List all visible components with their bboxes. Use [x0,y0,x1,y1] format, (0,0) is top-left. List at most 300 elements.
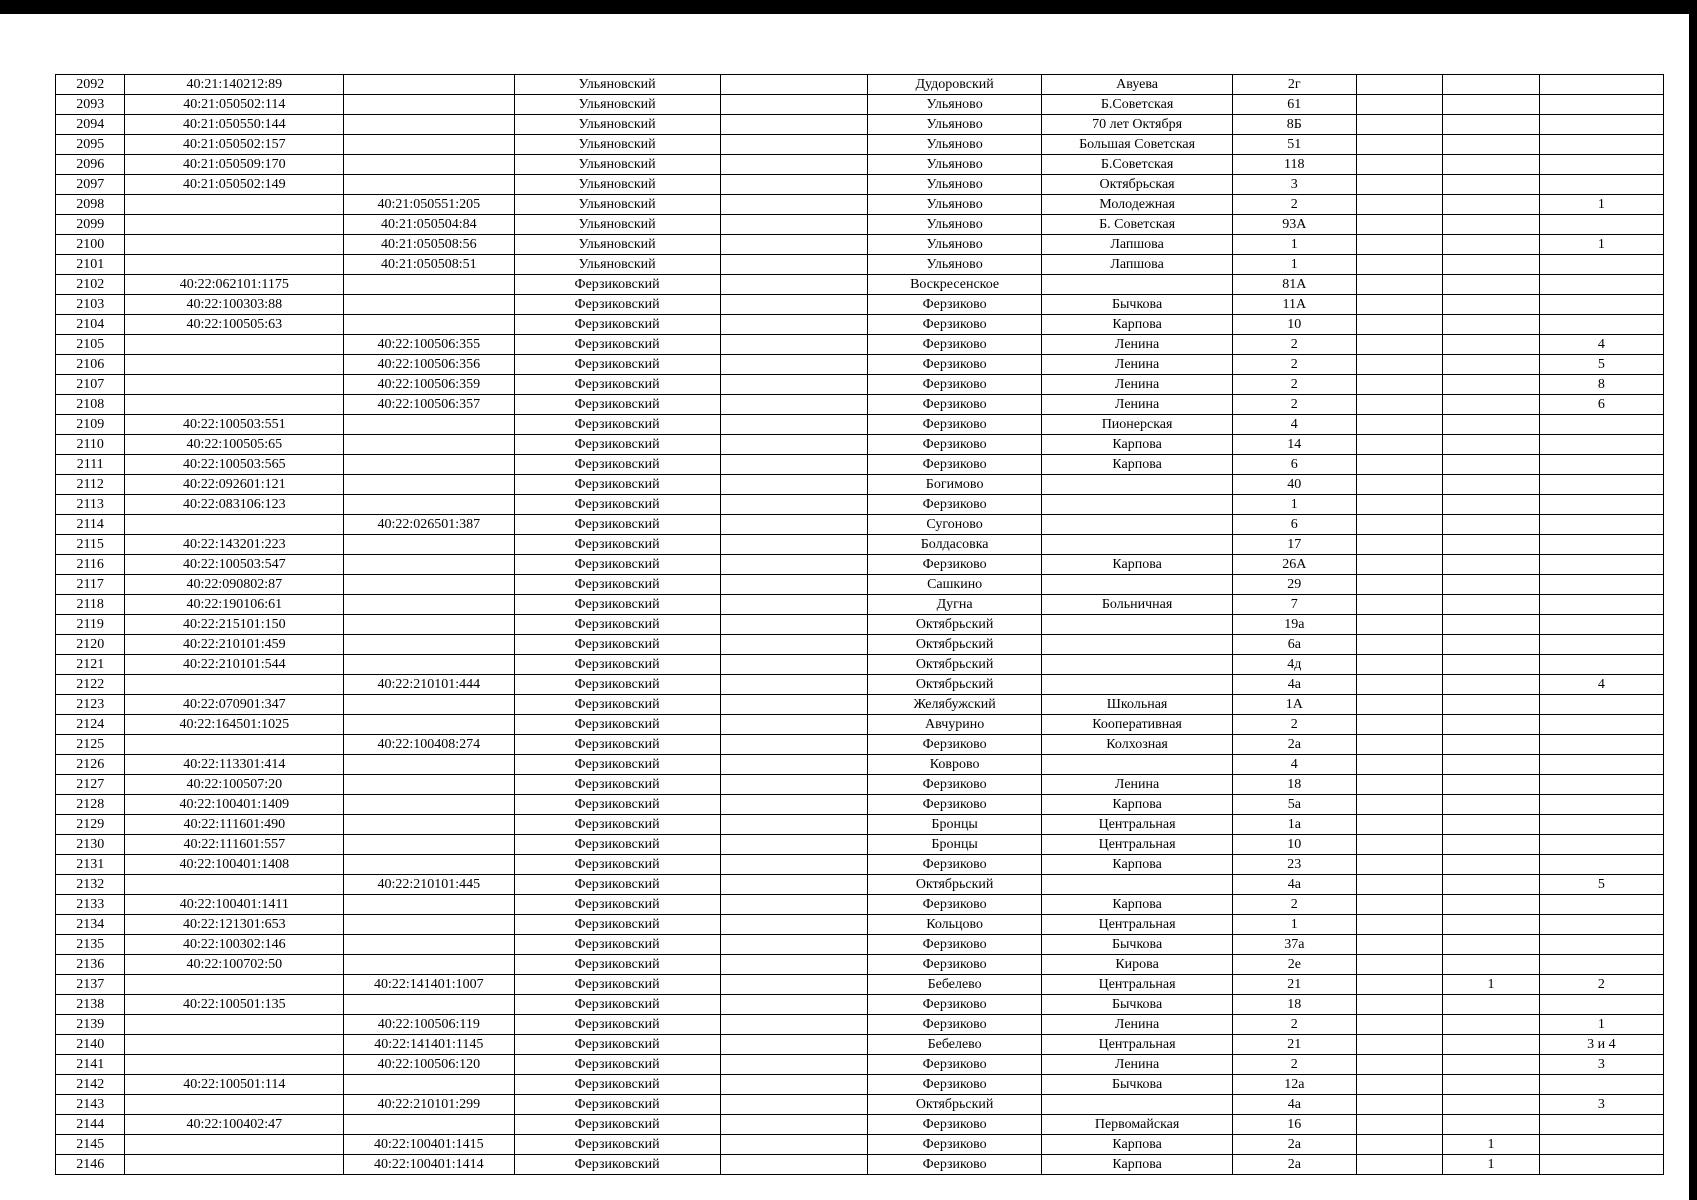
cadastral-number-alt-cell: 40:22:100506:355 [344,335,514,355]
extra-cell-2 [1443,175,1540,195]
empty-cell [720,635,867,655]
district-cell: Ферзиковский [514,655,720,675]
cadastral-number-cell: 40:22:100503:565 [125,455,344,475]
extra-cell-1 [1356,595,1442,615]
row-number-cell: 2121 [56,655,125,675]
extra-cell-1 [1356,875,1442,895]
house-cell: 1 [1232,915,1356,935]
district-cell: Ферзиковский [514,795,720,815]
table-row [56,615,1664,635]
settlement-cell: Ферзиково [867,1135,1042,1155]
row-number-cell: 2114 [56,515,125,535]
apartment-cell [1539,155,1663,175]
empty-cell [720,955,867,975]
empty-cell [720,815,867,835]
table-row [56,735,1664,755]
apartment-cell [1539,495,1663,515]
cadastral-number-cell: 40:22:190106:61 [125,595,344,615]
street-cell [1042,515,1232,535]
apartment-cell [1539,635,1663,655]
extra-cell-2 [1443,1095,1540,1115]
cadastral-number-alt-cell [344,895,514,915]
street-cell: Ленина [1042,395,1232,415]
apartment-cell [1539,295,1663,315]
cadastral-number-alt-cell [344,775,514,795]
street-cell: Центральная [1042,815,1232,835]
extra-cell-1 [1356,1135,1442,1155]
district-cell: Ферзиковский [514,1035,720,1055]
district-cell: Ульяновский [514,135,720,155]
row-number-cell: 2105 [56,335,125,355]
cadastral-number-cell: 40:21:050509:170 [125,155,344,175]
table-row [56,595,1664,615]
cadastral-number-alt-cell: 40:22:100506:359 [344,375,514,395]
empty-cell [720,415,867,435]
apartment-cell [1539,595,1663,615]
apartment-cell [1539,575,1663,595]
table-row [56,75,1664,95]
table-row [56,975,1664,995]
house-cell: 23 [1232,855,1356,875]
empty-cell [720,195,867,215]
row-number-cell: 2145 [56,1135,125,1155]
extra-cell-1 [1356,95,1442,115]
extra-cell-2 [1443,775,1540,795]
cadastral-number-alt-cell [344,835,514,855]
house-cell: 4а [1232,675,1356,695]
row-number-cell: 2098 [56,195,125,215]
cadastral-number-alt-cell: 40:21:050551:205 [344,195,514,215]
district-cell: Ульяновский [514,155,720,175]
empty-cell [720,795,867,815]
extra-cell-2 [1443,355,1540,375]
extra-cell-1 [1356,115,1442,135]
apartment-cell [1539,555,1663,575]
cadastral-number-cell [125,215,344,235]
district-cell: Ферзиковский [514,315,720,335]
cadastral-number-cell [125,375,344,395]
row-number-cell: 2107 [56,375,125,395]
extra-cell-2 [1443,255,1540,275]
street-cell [1042,575,1232,595]
apartment-cell: 8 [1539,375,1663,395]
extra-cell-2 [1443,295,1540,315]
empty-cell [720,535,867,555]
district-cell: Ферзиковский [514,815,720,835]
extra-cell-1 [1356,695,1442,715]
cadastral-number-alt-cell [344,595,514,615]
extra-cell-2 [1443,375,1540,395]
extra-cell-2: 1 [1443,1155,1540,1175]
row-number-cell: 2137 [56,975,125,995]
extra-cell-2 [1443,1055,1540,1075]
cadastral-number-cell [125,335,344,355]
extra-cell-1 [1356,715,1442,735]
street-cell: Больничная [1042,595,1232,615]
house-cell: 6а [1232,635,1356,655]
extra-cell-1 [1356,755,1442,775]
street-cell: Кооперативная [1042,715,1232,735]
extra-cell-2 [1443,715,1540,735]
row-number-cell: 2122 [56,675,125,695]
empty-cell [720,275,867,295]
cadastral-number-alt-cell [344,795,514,815]
district-cell: Ферзиковский [514,295,720,315]
extra-cell-2 [1443,435,1540,455]
extra-cell-2 [1443,695,1540,715]
empty-cell [720,875,867,895]
cadastral-number-cell: 40:22:121301:653 [125,915,344,935]
row-number-cell: 2138 [56,995,125,1015]
house-cell: 118 [1232,155,1356,175]
extra-cell-2 [1443,655,1540,675]
cadastral-number-alt-cell: 40:22:210101:445 [344,875,514,895]
table-row [56,935,1664,955]
house-cell: 11А [1232,295,1356,315]
apartment-cell [1539,1075,1663,1095]
cadastral-number-cell [125,1095,344,1115]
house-cell: 29 [1232,575,1356,595]
cadastral-number-cell: 40:22:100501:114 [125,1075,344,1095]
street-cell: Ленина [1042,1055,1232,1075]
table-row [56,255,1664,275]
street-cell: Колхозная [1042,735,1232,755]
cadastral-number-alt-cell [344,575,514,595]
extra-cell-2 [1443,675,1540,695]
row-number-cell: 2146 [56,1155,125,1175]
cadastral-number-cell: 40:22:100503:547 [125,555,344,575]
district-cell: Ферзиковский [514,455,720,475]
extra-cell-2 [1443,995,1540,1015]
cadastral-number-alt-cell: 40:22:100506:357 [344,395,514,415]
house-cell: 8Б [1232,115,1356,135]
district-cell: Ферзиковский [514,435,720,455]
settlement-cell: Ферзиково [867,395,1042,415]
cadastral-number-alt-cell [344,115,514,135]
settlement-cell: Ульяново [867,235,1042,255]
cadastral-number-alt-cell [344,655,514,675]
cadastral-number-cell: 40:22:062101:1175 [125,275,344,295]
table-row [56,1115,1664,1135]
settlement-cell: Ферзиково [867,995,1042,1015]
street-cell: Бычкова [1042,295,1232,315]
cadastral-number-alt-cell [344,535,514,555]
table-row [56,1035,1664,1055]
extra-cell-1 [1356,815,1442,835]
extra-cell-1 [1356,255,1442,275]
apartment-cell [1539,715,1663,735]
table-row [56,535,1664,555]
row-number-cell: 2095 [56,135,125,155]
settlement-cell: Ульяново [867,115,1042,135]
row-number-cell: 2129 [56,815,125,835]
extra-cell-1 [1356,475,1442,495]
district-cell: Ферзиковский [514,475,720,495]
extra-cell-1 [1356,895,1442,915]
cadastral-number-alt-cell [344,95,514,115]
house-cell: 2 [1232,375,1356,395]
extra-cell-1 [1356,955,1442,975]
empty-cell [720,515,867,535]
settlement-cell: Ферзиково [867,955,1042,975]
row-number-cell: 2139 [56,1015,125,1035]
row-number-cell: 2108 [56,395,125,415]
cadastral-number-cell: 40:22:143201:223 [125,535,344,555]
district-cell: Ферзиковский [514,575,720,595]
empty-cell [720,975,867,995]
house-cell: 2а [1232,1155,1356,1175]
settlement-cell: Ферзиково [867,495,1042,515]
house-cell: 2 [1232,715,1356,735]
apartment-cell [1539,535,1663,555]
apartment-cell [1539,255,1663,275]
table-row [56,955,1664,975]
house-cell: 6 [1232,455,1356,475]
extra-cell-1 [1356,215,1442,235]
cadastral-number-alt-cell [344,1075,514,1095]
cadastral-number-alt-cell [344,495,514,515]
extra-cell-1 [1356,175,1442,195]
table-row [56,495,1664,515]
settlement-cell: Октябрьский [867,655,1042,675]
cadastral-number-alt-cell [344,275,514,295]
settlement-cell: Ульяново [867,135,1042,155]
apartment-cell [1539,435,1663,455]
cadastral-number-cell [125,395,344,415]
house-cell: 18 [1232,995,1356,1015]
row-number-cell: 2144 [56,1115,125,1135]
cadastral-number-alt-cell [344,295,514,315]
settlement-cell: Октябрьский [867,875,1042,895]
district-cell: Ферзиковский [514,835,720,855]
apartment-cell [1539,835,1663,855]
extra-cell-2 [1443,915,1540,935]
apartment-cell [1539,935,1663,955]
district-cell: Ферзиковский [514,1155,720,1175]
extra-cell-1 [1356,1035,1442,1055]
extra-cell-1 [1356,355,1442,375]
cadastral-number-cell [125,1015,344,1035]
settlement-cell: Ферзиково [867,415,1042,435]
table-row [56,835,1664,855]
extra-cell-2 [1443,795,1540,815]
house-cell: 2а [1232,1135,1356,1155]
apartment-cell [1539,855,1663,875]
street-cell [1042,475,1232,495]
empty-cell [720,235,867,255]
empty-cell [720,855,867,875]
empty-cell [720,915,867,935]
table-row [56,175,1664,195]
cadastral-number-cell: 40:21:050550:144 [125,115,344,135]
street-cell: Ленина [1042,1015,1232,1035]
table-row [56,715,1664,735]
row-number-cell: 2131 [56,855,125,875]
extra-cell-1 [1356,555,1442,575]
settlement-cell: Ферзиково [867,855,1042,875]
table-row [56,575,1664,595]
cadastral-number-alt-cell [344,455,514,475]
extra-cell-2 [1443,135,1540,155]
cadastral-number-cell: 40:22:215101:150 [125,615,344,635]
street-cell [1042,615,1232,635]
table-row [56,135,1664,155]
apartment-cell: 3 [1539,1055,1663,1075]
district-cell: Ферзиковский [514,695,720,715]
settlement-cell: Ульяново [867,175,1042,195]
extra-cell-2 [1443,395,1540,415]
district-cell: Ферзиковский [514,775,720,795]
house-cell: 2 [1232,895,1356,915]
empty-cell [720,595,867,615]
district-cell: Ферзиковский [514,615,720,635]
scan-right-border [1689,0,1697,1200]
settlement-cell: Ферзиково [867,455,1042,475]
settlement-cell: Ферзиково [867,295,1042,315]
table-row [56,815,1664,835]
extra-cell-1 [1356,515,1442,535]
empty-cell [720,1015,867,1035]
row-number-cell: 2112 [56,475,125,495]
extra-cell-2 [1443,875,1540,895]
apartment-cell: 1 [1539,235,1663,255]
empty-cell [720,1155,867,1175]
table-row [56,515,1664,535]
cadastral-number-alt-cell [344,615,514,635]
house-cell: 51 [1232,135,1356,155]
settlement-cell: Коврово [867,755,1042,775]
cadastral-number-alt-cell: 40:22:100401:1414 [344,1155,514,1175]
apartment-cell [1539,175,1663,195]
cadastral-number-alt-cell: 40:22:100401:1415 [344,1135,514,1155]
settlement-cell: Болдасовка [867,535,1042,555]
extra-cell-1 [1356,795,1442,815]
row-number-cell: 2118 [56,595,125,615]
extra-cell-2 [1443,895,1540,915]
table-row [56,415,1664,435]
extra-cell-2: 1 [1443,1135,1540,1155]
row-number-cell: 2116 [56,555,125,575]
settlement-cell: Ферзиково [867,435,1042,455]
settlement-cell: Воскресенское [867,275,1042,295]
cadastral-number-cell: 40:22:100402:47 [125,1115,344,1135]
apartment-cell [1539,735,1663,755]
apartment-cell: 1 [1539,1015,1663,1035]
cadastral-number-cell: 40:22:100702:50 [125,955,344,975]
row-number-cell: 2120 [56,635,125,655]
street-cell: Карпова [1042,795,1232,815]
street-cell [1042,755,1232,775]
empty-cell [720,995,867,1015]
house-cell: 19а [1232,615,1356,635]
settlement-cell: Бебелево [867,975,1042,995]
house-cell: 61 [1232,95,1356,115]
district-cell: Ферзиковский [514,355,720,375]
district-cell: Ферзиковский [514,415,720,435]
district-cell: Ферзиковский [514,935,720,955]
table-row [56,295,1664,315]
street-cell: Пионерская [1042,415,1232,435]
extra-cell-2 [1443,755,1540,775]
house-cell: 2 [1232,395,1356,415]
apartment-cell: 3 и 4 [1539,1035,1663,1055]
row-number-cell: 2096 [56,155,125,175]
settlement-cell: Богимово [867,475,1042,495]
district-cell: Ферзиковский [514,375,720,395]
house-cell: 2е [1232,955,1356,975]
row-number-cell: 2109 [56,415,125,435]
extra-cell-2 [1443,415,1540,435]
house-cell: 21 [1232,975,1356,995]
cadastral-number-cell: 40:22:092601:121 [125,475,344,495]
settlement-cell: Октябрьский [867,675,1042,695]
extra-cell-2 [1443,475,1540,495]
cadastral-number-alt-cell: 40:21:050508:56 [344,235,514,255]
row-number-cell: 2128 [56,795,125,815]
settlement-cell: Дугна [867,595,1042,615]
row-number-cell: 2106 [56,355,125,375]
apartment-cell [1539,755,1663,775]
extra-cell-2 [1443,1115,1540,1135]
extra-cell-1 [1356,315,1442,335]
cadastral-number-cell: 40:22:164501:1025 [125,715,344,735]
empty-cell [720,655,867,675]
extra-cell-1 [1356,735,1442,755]
district-cell: Ферзиковский [514,1095,720,1115]
settlement-cell: Ульяново [867,255,1042,275]
cadastral-number-cell: 40:22:100401:1409 [125,795,344,815]
cadastral-number-alt-cell [344,815,514,835]
empty-cell [720,775,867,795]
table-row [56,475,1664,495]
district-cell: Ульяновский [514,255,720,275]
empty-cell [720,75,867,95]
cadastral-number-cell: 40:22:100303:88 [125,295,344,315]
extra-cell-1 [1356,235,1442,255]
cadastral-number-alt-cell [344,955,514,975]
cadastral-number-cell: 40:22:111601:490 [125,815,344,835]
apartment-cell [1539,135,1663,155]
district-cell: Ферзиковский [514,1075,720,1095]
apartment-cell [1539,695,1663,715]
street-cell [1042,655,1232,675]
apartment-cell: 4 [1539,335,1663,355]
street-cell: Ленина [1042,775,1232,795]
street-cell: Октябрьская [1042,175,1232,195]
cadastral-number-alt-cell: 40:22:026501:387 [344,515,514,535]
settlement-cell: Бронцы [867,835,1042,855]
row-number-cell: 2102 [56,275,125,295]
table-row [56,215,1664,235]
apartment-cell [1539,415,1663,435]
cadastral-number-cell: 40:22:111601:557 [125,835,344,855]
district-cell: Ферзиковский [514,1055,720,1075]
empty-cell [720,175,867,195]
extra-cell-1 [1356,1095,1442,1115]
row-number-cell: 2125 [56,735,125,755]
empty-cell [720,455,867,475]
apartment-cell: 2 [1539,975,1663,995]
extra-cell-1 [1356,495,1442,515]
row-number-cell: 2099 [56,215,125,235]
extra-cell-2: 1 [1443,975,1540,995]
district-cell: Ферзиковский [514,955,720,975]
district-cell: Ульяновский [514,195,720,215]
row-number-cell: 2140 [56,1035,125,1055]
apartment-cell [1539,115,1663,135]
scan-top-border [0,0,1697,14]
house-cell: 2г [1232,75,1356,95]
